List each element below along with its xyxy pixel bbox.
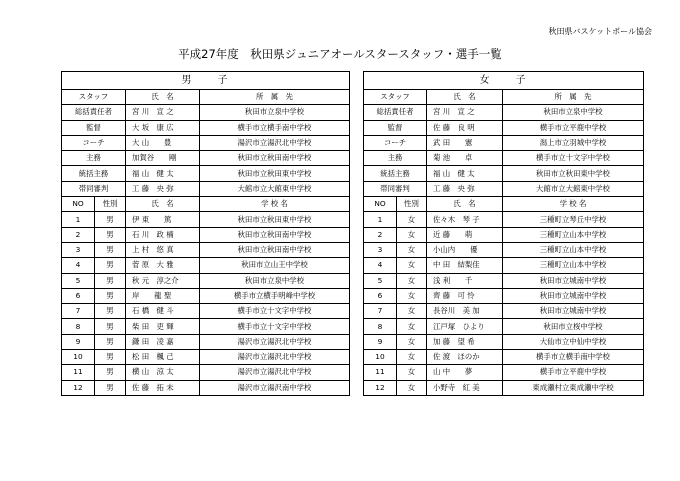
player-name: 秋 元 淳之介 xyxy=(126,273,200,288)
player-school-column-header: 学 校 名 xyxy=(503,197,644,212)
staff-affiliation: 秋田市立秋田東中学校 xyxy=(200,166,350,181)
player-row xyxy=(364,242,644,257)
staff-affiliation: 秋田市立秋田南中学校 xyxy=(200,151,350,166)
staff-column-header-row xyxy=(364,90,644,105)
player-school: 東成瀬村立東成瀬中学校 xyxy=(503,380,644,395)
player-name: 近 藤 萌 xyxy=(427,227,503,242)
player-sex: 男 xyxy=(95,288,126,303)
player-school-column-header: 学 校 名 xyxy=(200,197,350,212)
player-row xyxy=(62,380,350,395)
player-sex: 女 xyxy=(397,365,427,380)
player-no: 7 xyxy=(364,304,397,319)
player-no: 2 xyxy=(364,227,397,242)
player-column-header-row xyxy=(62,197,350,212)
staff-role: 監督 xyxy=(364,120,427,135)
player-no: 4 xyxy=(62,258,95,273)
staff-name: 佐 藤 良 明 xyxy=(427,120,503,135)
staff-row xyxy=(364,105,644,120)
player-sex-column-header: 性別 xyxy=(397,197,427,212)
staff-name-column-header: 氏 名 xyxy=(427,90,503,105)
player-row xyxy=(62,319,350,334)
player-school: 横手市立十文字中学校 xyxy=(200,304,350,319)
player-row xyxy=(364,227,644,242)
staff-affiliation: 秋田市立泉中学校 xyxy=(200,105,350,120)
staff-name: 宮 川 宣 之 xyxy=(126,105,200,120)
staff-affiliation: 秋田市立泉中学校 xyxy=(503,105,644,120)
player-sex: 男 xyxy=(95,380,126,395)
staff-affiliation: 大館市立大館東中学校 xyxy=(503,181,644,196)
player-no: 3 xyxy=(62,242,95,257)
staff-affiliation: 秋田市立秋田東中学校 xyxy=(503,166,644,181)
player-school: 秋田市立山王中学校 xyxy=(200,258,350,273)
player-no: 11 xyxy=(62,365,95,380)
section-header: 女 子 xyxy=(364,72,644,90)
player-no: 8 xyxy=(364,319,397,334)
player-row xyxy=(62,227,350,242)
player-no: 6 xyxy=(62,288,95,303)
player-row xyxy=(364,288,644,303)
player-row xyxy=(62,334,350,349)
player-sex-column-header: 性別 xyxy=(95,197,126,212)
player-row xyxy=(62,242,350,257)
player-name: 長谷川 美 加 xyxy=(427,304,503,319)
player-name: 石 橋 健 斗 xyxy=(126,304,200,319)
player-no: 6 xyxy=(364,288,397,303)
player-name: 加 藤 望 希 xyxy=(427,334,503,349)
staff-row xyxy=(62,120,350,135)
player-no: 5 xyxy=(364,273,397,288)
staff-row xyxy=(62,166,350,181)
player-no: 12 xyxy=(364,380,397,395)
staff-affiliation: 横手市立十文字中学校 xyxy=(503,151,644,166)
player-row xyxy=(62,350,350,365)
staff-role: 帯同審判 xyxy=(364,181,427,196)
staff-role: 帯同審判 xyxy=(62,181,126,196)
player-school: 三種町立琴丘中学校 xyxy=(503,212,644,227)
player-no-column-header: NO xyxy=(364,197,397,212)
staff-role: 統括主務 xyxy=(62,166,126,181)
player-name: 小野寺 紅 美 xyxy=(427,380,503,395)
player-name: 江戸塚 ひより xyxy=(427,319,503,334)
boys-roster-table xyxy=(61,71,350,396)
player-row xyxy=(364,304,644,319)
staff-row xyxy=(62,151,350,166)
player-school: 湯沢市立湯沢南中学校 xyxy=(200,380,350,395)
player-row xyxy=(364,380,644,395)
player-row xyxy=(364,350,644,365)
player-no: 11 xyxy=(364,365,397,380)
player-row xyxy=(364,365,644,380)
player-row xyxy=(62,258,350,273)
staff-name: 大 山 豊 xyxy=(126,135,200,150)
staff-role: 総括責任者 xyxy=(364,105,427,120)
player-sex: 女 xyxy=(397,212,427,227)
player-name: 佐 渡 ほのか xyxy=(427,350,503,365)
player-sex: 女 xyxy=(397,288,427,303)
player-school: 三種町立山本中学校 xyxy=(503,258,644,273)
player-row xyxy=(62,212,350,227)
page-title: 平成27年度 秋田県ジュニアオールスタースタッフ・選手一覧 xyxy=(178,47,502,61)
staff-column-header-row xyxy=(62,90,350,105)
player-school: 湯沢市立湯沢北中学校 xyxy=(200,350,350,365)
player-sex: 女 xyxy=(397,242,427,257)
player-school: 秋田市立秋田南中学校 xyxy=(200,242,350,257)
player-school: 秋田市立桜中学校 xyxy=(503,319,644,334)
player-row xyxy=(364,334,644,349)
section-header: 男 子 xyxy=(62,72,350,90)
player-sex: 女 xyxy=(397,319,427,334)
staff-role: コーチ xyxy=(364,135,427,150)
player-row xyxy=(364,319,644,334)
player-no: 10 xyxy=(62,350,95,365)
player-row xyxy=(364,212,644,227)
staff-affiliation-column-header: 所 属 先 xyxy=(200,90,350,105)
player-name: 岸 龍 聖 xyxy=(126,288,200,303)
staff-role: 総括責任者 xyxy=(62,105,126,120)
staff-name: 菊 池 卓 xyxy=(427,151,503,166)
staff-row xyxy=(62,181,350,196)
player-school: 湯沢市立湯沢北中学校 xyxy=(200,365,350,380)
player-no: 3 xyxy=(364,242,397,257)
player-school: 横手市立横手南中学校 xyxy=(503,350,644,365)
player-sex: 男 xyxy=(95,350,126,365)
player-name: 伊 東 篤 xyxy=(126,212,200,227)
section-header-row xyxy=(364,72,644,90)
staff-affiliation: 大館市立大館東中学校 xyxy=(200,181,350,196)
player-sex: 女 xyxy=(397,227,427,242)
staff-name: 工 藤 央 弥 xyxy=(126,181,200,196)
player-name: 菅 原 大 雅 xyxy=(126,258,200,273)
player-no: 9 xyxy=(364,334,397,349)
player-school: 秋田市立秋田南中学校 xyxy=(200,227,350,242)
player-name: 佐々木 琴 子 xyxy=(427,212,503,227)
player-school: 大仙市立中仙中学校 xyxy=(503,334,644,349)
player-sex: 女 xyxy=(397,273,427,288)
player-sex: 女 xyxy=(397,304,427,319)
player-row xyxy=(364,273,644,288)
player-sex: 男 xyxy=(95,304,126,319)
player-name: 鎌 田 凌 嘉 xyxy=(126,334,200,349)
staff-affiliation: 横手市立横手南中学校 xyxy=(200,120,350,135)
player-no: 8 xyxy=(62,319,95,334)
staff-row xyxy=(364,120,644,135)
staff-row xyxy=(364,181,644,196)
player-school: 秋田市立城南中学校 xyxy=(503,273,644,288)
player-school: 横手市立横手明峰中学校 xyxy=(200,288,350,303)
player-name: 松 田 楓 己 xyxy=(126,350,200,365)
staff-role: コーチ xyxy=(62,135,126,150)
player-row xyxy=(62,288,350,303)
staff-role-column-header: スタッフ xyxy=(364,90,427,105)
staff-name: 武 田 憲 xyxy=(427,135,503,150)
player-no: 7 xyxy=(62,304,95,319)
player-school: 横手市立平鹿中学校 xyxy=(503,365,644,380)
player-sex: 男 xyxy=(95,334,126,349)
player-no: 1 xyxy=(364,212,397,227)
staff-role-column-header: スタッフ xyxy=(62,90,126,105)
player-no: 5 xyxy=(62,273,95,288)
player-school: 三種町立山本中学校 xyxy=(503,242,644,257)
player-no: 9 xyxy=(62,334,95,349)
player-name: 上 村 悠 真 xyxy=(126,242,200,257)
player-sex: 男 xyxy=(95,365,126,380)
player-no: 4 xyxy=(364,258,397,273)
player-school: 秋田市立秋田東中学校 xyxy=(200,212,350,227)
staff-role: 統括主務 xyxy=(364,166,427,181)
player-name-column-header: 氏 名 xyxy=(427,197,503,212)
player-no: 12 xyxy=(62,380,95,395)
staff-name: 宮 川 宣 之 xyxy=(427,105,503,120)
player-row xyxy=(62,273,350,288)
staff-role: 監督 xyxy=(62,120,126,135)
player-no: 10 xyxy=(364,350,397,365)
player-name: 浅 利 千 xyxy=(427,273,503,288)
player-school: 横手市立十文字中学校 xyxy=(200,319,350,334)
staff-name-column-header: 氏 名 xyxy=(126,90,200,105)
player-row xyxy=(62,304,350,319)
player-name: 横 山 涼 太 xyxy=(126,365,200,380)
staff-row xyxy=(364,166,644,181)
staff-name: 大 坂 康 広 xyxy=(126,120,200,135)
staff-affiliation: 湯沢市立湯沢北中学校 xyxy=(200,135,350,150)
staff-row xyxy=(62,135,350,150)
player-sex: 男 xyxy=(95,227,126,242)
staff-row xyxy=(62,105,350,120)
player-sex: 男 xyxy=(95,242,126,257)
staff-role: 主務 xyxy=(364,151,427,166)
staff-name: 福 山 健 太 xyxy=(427,166,503,181)
player-name: 小山内 優 xyxy=(427,242,503,257)
staff-role: 主務 xyxy=(62,151,126,166)
staff-row xyxy=(364,151,644,166)
player-sex: 女 xyxy=(397,380,427,395)
player-school: 三種町立山本中学校 xyxy=(503,227,644,242)
player-name-column-header: 氏 名 xyxy=(126,197,200,212)
player-sex: 男 xyxy=(95,319,126,334)
player-sex: 男 xyxy=(95,258,126,273)
player-sex: 女 xyxy=(397,258,427,273)
player-sex: 男 xyxy=(95,273,126,288)
player-sex: 女 xyxy=(397,334,427,349)
player-row xyxy=(62,365,350,380)
staff-name: 加賀谷 剛 xyxy=(126,151,200,166)
section-header-row xyxy=(62,72,350,90)
player-name: 石 川 政 楠 xyxy=(126,227,200,242)
player-sex: 男 xyxy=(95,212,126,227)
player-column-header-row xyxy=(364,197,644,212)
player-no: 2 xyxy=(62,227,95,242)
player-name: 齊 藤 可 怜 xyxy=(427,288,503,303)
staff-affiliation: 潟上市立羽城中学校 xyxy=(503,135,644,150)
staff-row xyxy=(364,135,644,150)
player-name: 山 中 夢 xyxy=(427,365,503,380)
player-name: 中 田 結梨佳 xyxy=(427,258,503,273)
staff-name: 福 山 健 太 xyxy=(126,166,200,181)
girls-roster-table xyxy=(363,71,644,396)
player-name: 佐 藤 拓 未 xyxy=(126,380,200,395)
player-school: 湯沢市立湯沢北中学校 xyxy=(200,334,350,349)
staff-affiliation: 横手市立平鹿中学校 xyxy=(503,120,644,135)
player-sex: 女 xyxy=(397,350,427,365)
player-school: 秋田市立城南中学校 xyxy=(503,304,644,319)
staff-name: 工 藤 央 弥 xyxy=(427,181,503,196)
staff-affiliation-column-header: 所 属 先 xyxy=(503,90,644,105)
player-no: 1 xyxy=(62,212,95,227)
player-name: 柴 田 吏 輝 xyxy=(126,319,200,334)
player-school: 秋田市立泉中学校 xyxy=(200,273,350,288)
player-school: 秋田市立城南中学校 xyxy=(503,288,644,303)
organization-name: 秋田県バスケットボール協会 xyxy=(548,27,652,36)
player-row xyxy=(364,258,644,273)
player-no-column-header: NO xyxy=(62,197,95,212)
